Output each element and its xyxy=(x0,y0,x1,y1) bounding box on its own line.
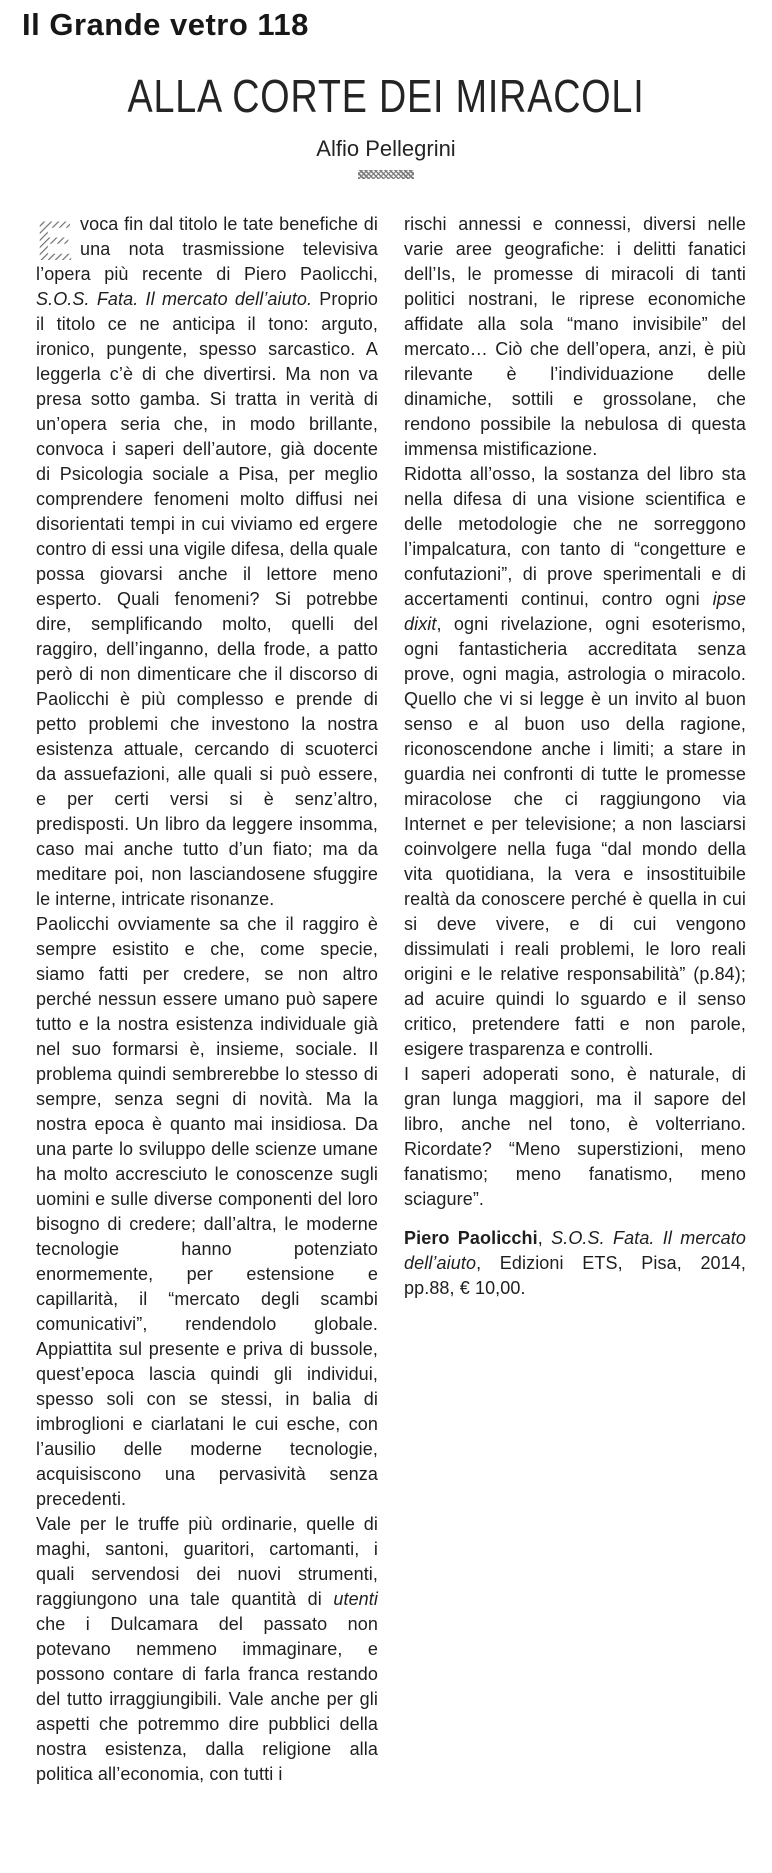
text-segment: voca fin dal titolo le tate benefiche di una nota trasmissione televisiva l’opera più recente di Piero Paolicchi, xyxy=(36,214,378,284)
text-segment: che i Dulcamara del passato non potevano nemmeno immaginare, e possono contare di farla franca restando del tutto irraggiungibili. Vale anche per gli aspetti che potremmo dire pubblici della nostra esistenza, dalla religione alla politica all’economia, con tutti i xyxy=(36,1614,378,1784)
text-segment: I saperi adoperati sono, è naturale, di gran lunga maggiori, ma il sapore del libro, anche nel tono, è volterriano. Ricordate? “Meno superstizioni, meno fanatismo; meno fanatismo, meno sciagure”. xyxy=(404,1064,746,1209)
paragraph xyxy=(404,1062,746,1212)
masthead-title: Il Grande vetro 118 xyxy=(22,7,309,42)
text-segment: Proprio il titolo ce ne anticipa il tono: arguto, ironico, pungente, spesso sarcastico. A leggerla c’è di che divertirsi. Ma non va presa sotto gamba. Si tratta in verità di un’opera seria che, in modo brillante, convoca i saperi dell’autore, già docente di Psicologia sociale a Pisa, per meglio comprendere fenomeni molto diffusi nei disorientati tempi in cui viviamo ed ergere contro di essi una vigile difesa, della quale possa giovarsi anche il lettore meno esperto. Quali fenomeni? Si potrebbe dire, semplificando molto, quelli del raggiro, dell’inganno, della frode, a patto però di non dimenticare che il discorso di Paolicchi è più complesso e prende di petto problemi che investono la nostra esistenza attuale, cercando di scuoterci da assuefazioni, alle quali si può essere, e per certi versi si è senz’altro, predisposti. Un libro da leggere insomma, caso mai anche tutto d’un fiato; ma da meditare poi, non lasciandosene sfuggire le interne, intricate risonanze. xyxy=(36,289,378,909)
paragraph xyxy=(404,462,746,1062)
article-title: ALLA CORTE DEI MIRACOLI xyxy=(127,70,645,122)
hatch-ornament xyxy=(358,170,414,179)
paragraph xyxy=(36,212,378,912)
column-left xyxy=(36,212,378,1787)
paragraph xyxy=(36,1512,378,1787)
article-body xyxy=(0,212,772,1787)
column-right xyxy=(404,212,746,1787)
paragraph xyxy=(404,212,746,462)
book-citation xyxy=(404,1226,746,1301)
drop-cap-letter: E xyxy=(36,215,72,262)
text-segment: , ogni rivelazione, ogni esoterismo, ogni fantasticheria accreditata senza prove, ogni magia, astrologia o miracolo. Quello che vi si legge è un invito al buon senso e al buon uso della ragione, riconoscendone anche i limiti; a stare in guardia nei confronti di tutte le promesse miracolose che ci raggiungono via Internet e per televisione; a non lasciarsi coinvolgere nella fuga “dal mondo della vita quotidiana, la vera e insostituibile realtà da conoscere perché è quella in cui si deve vivere, e di cui vengono dissimulati i reali problemi, le loro reali origini e le relative responsabilità” (p.84); ad acuire quindi lo sguardo e il senso critico, pretendere fatti e non parole, esigere trasparenza e controlli. xyxy=(404,614,746,1059)
text-segment: Paolicchi ovviamente sa che il raggiro è sempre esistito e che, come specie, siamo fatti per credere, se non altro perché nessun essere umano può sapere tutto e la nostra esistenza individuale già nel suo formarsi è, insieme, sociale. Il problema quindi sembrerebbe lo stesso di sempre, senza segni di novità. Ma la nostra epoca è quanto mai insidiosa. Da una parte lo sviluppo delle scienze umane ha molto accresciuto le conoscenze sugli uomini e sulle diverse componenti del loro bisogno di credere; dall’altra, le moderne tecnologie hanno potenziato enormemente, per estensione e capillarità, il “mercato degli scambi comunicativi”, rendendolo globale. Appiattita sul presente e priva di bussole, quest’epoca lascia quindi gli individui, spesso soli con se stessi, in balia di imbroglioni e ciarlatani le cui esche, con l’ausilio delle moderne tecnologie, acquisiscono una pervasività senza precedenti. xyxy=(36,914,378,1509)
text-segment: , xyxy=(537,1228,552,1248)
article-header xyxy=(0,69,772,179)
text-segment: , Edizioni ETS, Pisa, 2014, pp.88, € 10,00. xyxy=(404,1253,746,1298)
article-author: Alfio Pellegrini xyxy=(316,136,456,161)
text-segment: Ridotta all’osso, la sostanza del libro sta nella difesa di una visione scientifica e delle metodologie che ne sorreggono l’impalcatura, con tanto di “congetture e confutazioni”, di prove sperimentali e di accertamenti continui, contro ogni xyxy=(404,464,746,609)
text-segment: Piero Paolicchi xyxy=(404,1228,538,1248)
text-segment: S.O.S. Fata. Il mercato dell’aiuto xyxy=(404,1228,747,1273)
text-segment: utenti xyxy=(333,1589,378,1609)
paragraph xyxy=(36,912,378,1512)
drop-cap-hatch-graphic xyxy=(36,215,72,262)
text-segment: S.O.S. Fata. Il mercato dell’aiuto. xyxy=(36,289,313,309)
text-segment: ipse dixit xyxy=(404,589,746,634)
text-segment: rischi annessi e connessi, diversi nelle varie aree geografiche: i delitti fanatici dell’Is, le promesse di miracoli di tanti politici nostrani, le riprese economiche affidate alla sola “mano invisibile” del mercato… Ciò che dell’opera, anzi, è più rilevante è l’individuazione delle dinamiche, sottili e grossolane, che rendono possibile la nebulosa di questa immensa mistificazione. xyxy=(404,214,746,459)
drop-cap xyxy=(36,215,72,262)
text-segment: Vale per le truffe più ordinarie, quelle di maghi, santoni, guaritori, cartomanti, i quali servendosi dei nuovi strumenti, raggiungono una tale quantità di xyxy=(36,1514,378,1609)
